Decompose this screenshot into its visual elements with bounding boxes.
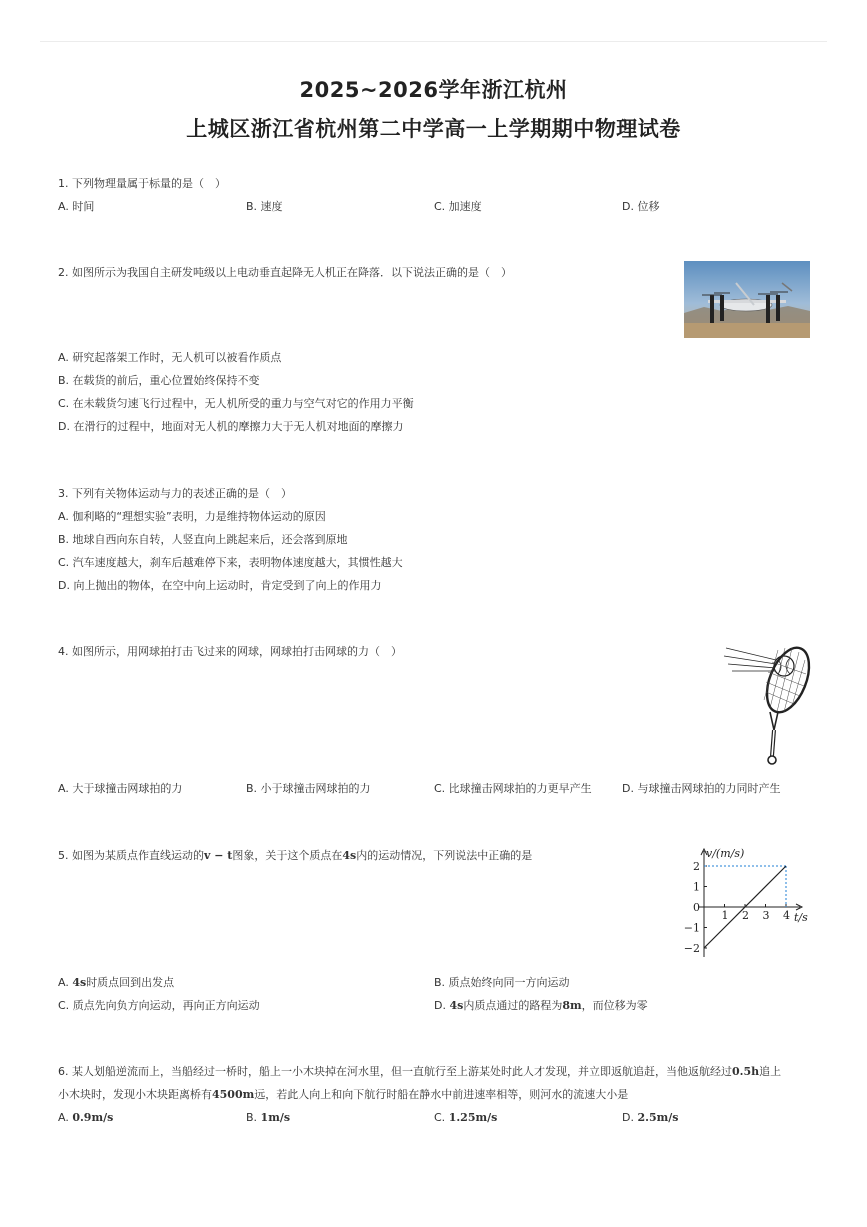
v-t-graph — [682, 843, 810, 961]
x-axis-label: t/s — [794, 911, 808, 924]
question-5-option-d[interactable]: D. 4s内质点通过的路程为8m，而位移为零 — [434, 999, 648, 1012]
x-tick-label: 1 — [721, 909, 729, 922]
top-divider — [40, 41, 827, 42]
question-4-option-a[interactable]: A. 大于球撞击网球拍的力 — [58, 782, 183, 795]
question-5-math-4s: 4s — [342, 849, 357, 862]
question-1-option-b[interactable]: B. 速度 — [246, 200, 283, 213]
question-6-option-c[interactable]: C. 1.25m/s — [434, 1111, 498, 1124]
question-6-option-a[interactable]: A. 0.9m/s — [58, 1111, 114, 1124]
question-3-stem: 3. 下列有关物体运动与力的表述正确的是（ ） — [58, 487, 292, 500]
y-tick-label: 2 — [693, 860, 700, 873]
drone-photo — [684, 261, 810, 338]
exam-title-line2: 上城区浙江省杭州第二中学高一上学期期中物理试卷 — [186, 117, 681, 141]
question-3-option-d[interactable]: D. 向上抛出的物体，在空中向上运动时，肯定受到了向上的作用力 — [58, 579, 382, 592]
y-tick-label: 1 — [693, 880, 700, 894]
question-6-option-d[interactable]: D. 2.5m/s — [622, 1111, 679, 1124]
question-4-option-c[interactable]: C. 比球撞击网球拍的力更早产生 — [434, 782, 592, 795]
question-2-option-a[interactable]: A. 研究起落架工作时，无人机可以被看作质点 — [58, 351, 282, 364]
question-5-option-a[interactable]: A. 4s时质点回到出发点 — [58, 976, 175, 989]
question-1-option-d[interactable]: D. 位移 — [622, 200, 660, 213]
question-2-option-c[interactable]: C. 在未载货匀速飞行过程中，无人机所受的重力与空气对它的作用力平衡 — [58, 397, 414, 410]
question-6-option-b[interactable]: B. 1m/s — [246, 1111, 291, 1124]
y-tick-label: −2 — [683, 942, 700, 955]
y-axis-label: v/(m/s) — [706, 847, 745, 860]
question-1-option-c[interactable]: C. 加速度 — [434, 200, 482, 213]
question-2-option-b[interactable]: B. 在载货的前后，重心位置始终保持不变 — [58, 374, 260, 387]
question-6-stem-line1: 6. 某人划船逆流而上，当船经过一桥时，船上一小木块掉在河水里，但一直航行至上游某处时此人才发现，并立即返航追赶，当他返航经过0.5h追上 — [58, 1065, 782, 1078]
x-tick-label: 4 — [783, 909, 790, 922]
y-tick-label: 0 — [693, 901, 700, 914]
question-3-option-b[interactable]: B. 地球自西向东自转，人竖直向上跳起来后，还会落到原地 — [58, 533, 348, 546]
question-4-option-d[interactable]: D. 与球撞击网球拍的力同时产生 — [622, 782, 781, 795]
question-5-math-vt: v − t — [204, 849, 233, 862]
question-3-option-c[interactable]: C. 汽车速度越大，刹车后越难停下来，表明物体速度越大，其惯性越大 — [58, 556, 403, 569]
question-5-option-b[interactable]: B. 质点始终向同一方向运动 — [434, 976, 570, 989]
question-2-option-d[interactable]: D. 在滑行的过程中，地面对无人机的摩擦力大于无人机对地面的摩擦力 — [58, 420, 404, 433]
question-1-option-a[interactable]: A. 时间 — [58, 200, 95, 213]
question-6-stem-line2: 小木块时，发现小木块距离桥有4500m远，若此人向上和向下航行时船在静水中前进速率相等，则河水的流速大小是 — [58, 1088, 629, 1101]
question-5-option-c[interactable]: C. 质点先向负方向运动，再向正方向运动 — [58, 999, 260, 1012]
y-tick-label: −1 — [683, 921, 700, 935]
question-1-stem: 1. 下列物理量属于标量的是（ ） — [58, 177, 226, 190]
tennis-racket-figure — [722, 638, 812, 770]
x-tick-label: 3 — [762, 909, 770, 922]
question-3-option-a[interactable]: A. 伽利略的“理想实验”表明，力是维持物体运动的原因 — [58, 510, 326, 523]
exam-title-line1: 2025~2026学年浙江杭州 — [299, 78, 568, 102]
question-2-stem: 2. 如图所示为我国自主研发吨级以上电动垂直起降无人机正在降落．以下说法正确的是（ ） — [58, 266, 512, 279]
question-4-option-b[interactable]: B. 小于球撞击网球拍的力 — [246, 782, 371, 795]
x-tick-label: 2 — [742, 909, 749, 922]
question-4-stem: 4. 如图所示，用网球拍打击飞过来的网球，网球拍打击网球的力（ ） — [58, 645, 402, 658]
question-5-stem: 5. 如图为某质点作直线运动的v − t图象，关于这个质点在4s内的运动情况，下列说法中正确的是 — [58, 849, 533, 862]
